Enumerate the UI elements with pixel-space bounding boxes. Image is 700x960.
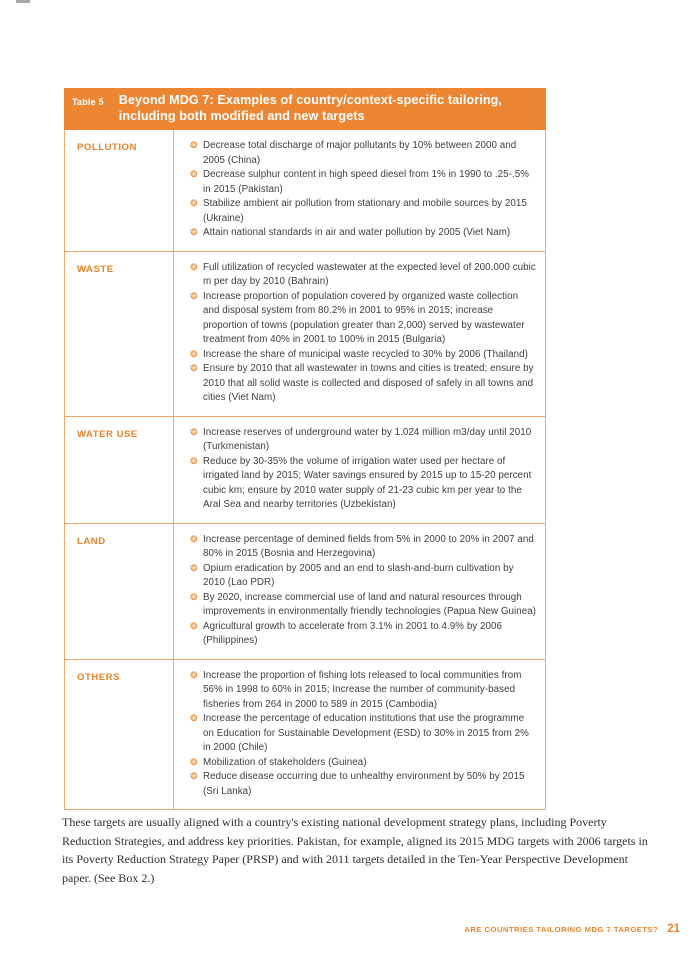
targets-list (174, 524, 545, 659)
target-item (190, 139, 537, 168)
target-item (190, 620, 537, 649)
florette-bullet-icon: ❂ (190, 592, 198, 603)
target-item (190, 533, 537, 562)
target-item (190, 290, 537, 348)
target-item (190, 197, 537, 226)
target-text: Agricultural growth to accelerate from 3.1% in 2001 to 4.9% by 2006 (Philippines) (203, 620, 503, 646)
targets-list (174, 417, 545, 523)
category-label: LAND (65, 524, 174, 659)
florette-bullet-icon: ❂ (190, 262, 198, 273)
target-text: Mobilization of stakeholders (Guinea) (203, 756, 367, 768)
florette-bullet-icon: ❂ (190, 291, 198, 302)
florette-bullet-icon: ❂ (190, 714, 198, 724)
category-label: WASTE (65, 252, 174, 416)
florette-bullet-icon: ❂ (190, 364, 198, 374)
target-item (190, 426, 537, 455)
page-footer (464, 923, 680, 935)
target-item (190, 756, 537, 771)
table-5 (64, 88, 546, 810)
targets-list (174, 660, 545, 810)
category-label: POLLUTION (65, 130, 174, 251)
florette-bullet-icon: ❂ (190, 670, 198, 681)
table-body (64, 130, 546, 810)
table-row (65, 416, 545, 523)
target-text: Increase the share of municipal waste recycled to 30% by 2006 (Thailand) (203, 348, 528, 360)
target-text: Stabilize ambient air pollution from stationary and mobile sources by 2015 (Ukraine) (203, 198, 527, 224)
target-text: Increase reserves of underground water by 1.024 million m3/day until 2010 (Turkmenistan) (203, 426, 532, 452)
category-label: OTHERS (65, 660, 174, 810)
target-text: Increase proportion of population covered by organized waste collection and disposal system from 80.2% in 2001 to 95% in 2015; increase proportion of towns (population greater than 2,000) served by wastewater treatment from 40% in 2001 to 100% in 2015 (Bulgaria) (203, 290, 525, 345)
target-text: By 2020, increase commercial use of land and natural resources through improvements in environmentally friendly technologies (Papua New Guinea) (203, 591, 537, 617)
targets-list (174, 252, 545, 416)
florette-bullet-icon: ❂ (190, 563, 198, 574)
table-number-label: Table 5 (72, 97, 104, 107)
table-title-line-2: including both modified and new targets (118, 108, 365, 123)
florette-bullet-icon: ❂ (190, 427, 198, 438)
category-label: WATER USE (65, 417, 174, 523)
target-text: Decrease sulphur content in high speed diesel from 1% in 1990 to .25-.5% in 2015 (Pakistan) (203, 169, 530, 195)
florette-bullet-icon: ❂ (190, 228, 198, 238)
table-row (65, 523, 545, 659)
florette-bullet-icon: ❂ (190, 772, 198, 782)
target-text: Ensure by 2010 that all wastewater in towns and cities is treated; ensure by 2010 that all solid waste is collected and disposed of safely in all towns and cities (Viet Nam) (203, 363, 534, 403)
target-item (190, 261, 537, 290)
target-item (190, 226, 537, 241)
florette-bullet-icon: ❂ (190, 141, 198, 151)
florette-bullet-icon: ❂ (190, 621, 198, 632)
targets-list (174, 130, 545, 251)
body-paragraph: These targets are usually aligned with a country's existing national development strategy plans, including Poverty Reduction Strategies, and address key priorities. Pakistan, for example, aligned its 2015 MDG targets with 2006 targets in its Poverty Reduction Strategy Paper (PRSP) and with 2011 targets detailed in the Ten-Year Perspective Development paper. (See Box 2.) (62, 815, 648, 885)
table-row (65, 130, 545, 251)
florette-bullet-icon: ❂ (190, 349, 198, 360)
target-item (190, 362, 537, 406)
florette-bullet-icon: ❂ (190, 456, 198, 467)
florette-bullet-icon: ❂ (190, 534, 198, 545)
target-item (190, 562, 537, 591)
target-text: Decrease total discharge of major pollutants by 10% between 2000 and 2005 (China) (203, 140, 517, 166)
target-text: Full utilization of recycled wastewater at the expected level of 200,000 cubic m per day by 2010 (Bahrain) (203, 261, 536, 287)
table-title-line-1: Beyond MDG 7: Examples of country/context-specific tailoring, (118, 93, 503, 107)
florette-bullet-icon: ❂ (190, 757, 198, 768)
running-title: ARE COUNTRIES TAILORING MDG 7 TARGETS? (464, 925, 659, 934)
table-title (119, 93, 502, 124)
target-item (190, 168, 537, 197)
florette-bullet-icon: ❂ (190, 199, 198, 209)
target-item (190, 348, 537, 363)
target-text: Attain national standards in air and water pollution by 2005 (Viet Nam) (203, 227, 511, 238)
target-text: Reduce by 30-35% the volume of irrigation water used per hectare of irrigated land by 2015; Water savings ensured by 2015 up to 15-20 percent cubic km; ensure by 2010 water supply of 21-23 cubic km per year to the Aral Sea and nearby territories (Uzbekistan) (203, 455, 532, 510)
target-text: Reduce disease occurring due to unhealthy environment by 50% by 2015 (Sri Lanka) (203, 771, 525, 797)
target-text: Increase percentage of demined fields from 5% in 2000 to 20% in 2007 and 80% in 2015 (Bosnia and Herzegovina) (203, 533, 534, 559)
florette-bullet-icon: ❂ (190, 170, 198, 180)
target-item (190, 455, 537, 513)
table-row (65, 659, 545, 810)
top-left-crop-mark (16, 0, 30, 3)
target-item (190, 591, 537, 620)
target-item (190, 669, 537, 713)
target-item (190, 770, 537, 799)
target-text: Increase the percentage of education institutions that use the programme on Education for Sustainable Development (ESD) to 30% in 2015 from 2% in 2000 (Chile) (203, 713, 529, 753)
table-header (64, 88, 546, 130)
target-text: Opium eradication by 2005 and an end to slash-and-burn cultivation by 2010 (Lao PDR) (203, 562, 514, 588)
table-row (65, 251, 545, 416)
target-item (190, 712, 537, 756)
target-text: Increase the proportion of fishing lots released to local communities from 56% in 1998 to 60% in 2015; Increase the number of community-based fisheries from 264 in 2000 to 589 in 2015 (Cambodia) (203, 669, 522, 710)
page-number: 21 (667, 923, 680, 935)
